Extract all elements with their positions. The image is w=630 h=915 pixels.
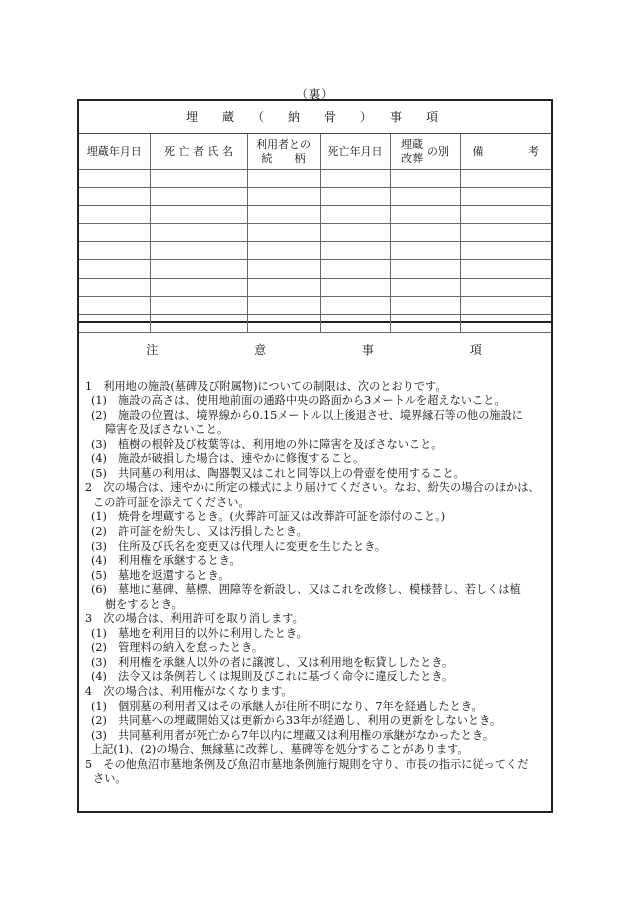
table-cell [460, 296, 551, 314]
notes-title [85, 343, 543, 358]
table-cell [150, 278, 247, 296]
header-remarks [460, 134, 551, 170]
form-frame [77, 99, 553, 813]
table-cell [247, 260, 320, 278]
header-relation-line2: 続 柄 [261, 151, 306, 165]
table-row [79, 188, 551, 206]
table-cell [390, 260, 460, 278]
note-line: (2) 管理料の納入を怠ったとき。 [91, 641, 264, 655]
page-side-label: （裏） [296, 87, 334, 101]
note-line: (4) 利用権を承継するとき。 [91, 554, 241, 568]
table-cell [150, 260, 247, 278]
table-row [79, 170, 551, 188]
note-line: (1) 施設の高さは、使用地前面の通路中央の路面から3メートルを超えないこと。 [91, 394, 506, 408]
table-cell [247, 242, 320, 260]
note-line: 4 次の場合は、利用権がなくなります。 [85, 685, 293, 699]
header-kind-reburial: 改葬 [401, 151, 423, 165]
table-cell [320, 278, 390, 296]
table-cell [79, 278, 150, 296]
table-cell [150, 170, 247, 188]
table-cell [150, 242, 247, 260]
header-death-date: 死亡年月日 [320, 134, 390, 170]
table-cell [460, 260, 551, 278]
header-relation-line1: 利用者との [256, 137, 311, 151]
note-line: 5 その他魚沼市墓地条例及び魚沼市墓地条例施行規則を守り、市長の指示に従ってくだ [85, 757, 529, 771]
table-cell [150, 296, 247, 314]
table-row [79, 278, 551, 296]
notes-title-char-1: 注 [146, 343, 159, 357]
table-cell [460, 188, 551, 206]
note-line: 3 次の場合は、利用許可を取り消します。 [85, 612, 304, 626]
note-line: (1) 焼骨を埋蔵するとき。(火葬許可証又は改葬許可証を添付のこと。) [91, 510, 446, 524]
header-kind-suffix: の別 [427, 144, 449, 158]
header-kind-burial: 埋蔵 [401, 137, 423, 151]
table-cell [320, 260, 390, 278]
burial-section [79, 101, 551, 323]
table-cell [79, 224, 150, 242]
table-cell [390, 242, 460, 260]
note-line: (5) 墓地を返還するとき。 [91, 568, 230, 582]
burial-section-title: 埋 蔵 （ 納 骨 ） 事 項 [79, 101, 551, 134]
table-cell [390, 224, 460, 242]
burial-records-table [79, 134, 551, 333]
table-cell [79, 242, 150, 260]
note-line: (4) 法令又は条例若しくは規則及びこれに基づく命令に違反したとき。 [91, 670, 454, 684]
table-cell [150, 206, 247, 224]
note-line: (1) 墓地を利用目的以外に利用したとき。 [91, 626, 308, 640]
table-cell [247, 224, 320, 242]
table-cell [79, 170, 150, 188]
table-cell [320, 170, 390, 188]
table-cell [460, 242, 551, 260]
table-cell [247, 170, 320, 188]
notes-title-char-3: 事 [361, 343, 374, 357]
header-relation [247, 134, 320, 170]
table-cell [79, 188, 150, 206]
table-cell [150, 188, 247, 206]
table-cell [390, 206, 460, 224]
table-cell [390, 278, 460, 296]
header-remarks-char-1: 備 [472, 144, 484, 158]
notes-section [79, 323, 551, 787]
table-cell [390, 188, 460, 206]
table-header-row [79, 134, 551, 170]
notes-list [85, 380, 543, 787]
table-row [79, 242, 551, 260]
note-line: 障害を及ぼさないこと。 [105, 423, 229, 437]
table-row [79, 260, 551, 278]
table-row [79, 224, 551, 242]
table-cell [460, 224, 551, 242]
note-line: (1) 個別墓の利用者又はその承継人が住所不明になり、7年を経過したとき。 [91, 699, 483, 713]
header-burial-date: 埋蔵年月日 [79, 134, 150, 170]
table-body [79, 170, 551, 333]
note-line: 1 利用地の施設(墓碑及び附属物)についての制限は、次のとおりです。 [85, 379, 447, 393]
table-cell [247, 206, 320, 224]
table-cell [460, 206, 551, 224]
note-line: (3) 利用権を承継人以外の者に譲渡し、又は利用地を転貸ししたとき。 [91, 655, 454, 669]
note-line: (2) 施設の位置は、境界線から0.15メートル以上後退させ、境界縁石等の他の施設に [91, 408, 523, 422]
notes-title-char-2: 意 [254, 343, 267, 357]
table-cell [150, 224, 247, 242]
table-cell [79, 296, 150, 314]
note-line: (2) 共同墓への埋蔵開始又は更新から33年が経過し、利用の更新をしないとき。 [91, 714, 502, 728]
note-line: 2 次の場合は、速やかに所定の様式により届けてください。なお、紛失の場合のほかは、 [85, 481, 540, 495]
table-cell [320, 296, 390, 314]
note-line: さい。 [93, 772, 127, 786]
header-burial-kind [390, 134, 460, 170]
header-deceased-name: 死 亡 者 氏 名 [150, 134, 247, 170]
table-cell [320, 188, 390, 206]
table-cell [390, 170, 460, 188]
note-line: 樹をするとき。 [105, 597, 183, 611]
note-line: 上記(1)、(2)の場合、無縁墓に改葬し、墓碑等を処分することがあります。 [91, 743, 469, 757]
table-cell [320, 242, 390, 260]
table-cell [247, 296, 320, 314]
note-line: (3) 住所及び氏名を変更又は代理人に変更を生じたとき。 [91, 539, 387, 553]
table-cell [247, 278, 320, 296]
table-cell [247, 188, 320, 206]
notes-title-char-4: 項 [469, 343, 482, 357]
table-cell [320, 206, 390, 224]
table-cell [320, 224, 390, 242]
table-cell [79, 260, 150, 278]
table-cell [390, 296, 460, 314]
note-line: (3) 植樹の根幹及び枝葉等は、利用地の外に障害を及ぼさないこと。 [91, 437, 443, 451]
note-line: (3) 共同墓利用者が死亡から7年以内に埋蔵又は利用権の承継がなかったとき。 [91, 728, 494, 742]
note-line: この許可証を添えてください。 [93, 495, 250, 509]
note-line: (2) 許可証を紛失し、又は汚損したとき。 [91, 525, 308, 539]
table-cell [460, 278, 551, 296]
table-cell [460, 170, 551, 188]
table-row [79, 206, 551, 224]
note-line: (5) 共同墓の利用は、陶器製又はこれと同等以上の骨壺を使用すること。 [91, 466, 465, 480]
note-line: (4) 施設が破損した場合は、速やかに修復すること。 [91, 452, 365, 466]
table-row [79, 296, 551, 314]
header-remarks-char-2: 考 [528, 144, 539, 158]
note-line: (6) 墓地に墓碑、墓標、囲障等を新設し、又はこれを改修し、模様替し、若しくは植 [91, 583, 521, 597]
table-cell [79, 206, 150, 224]
